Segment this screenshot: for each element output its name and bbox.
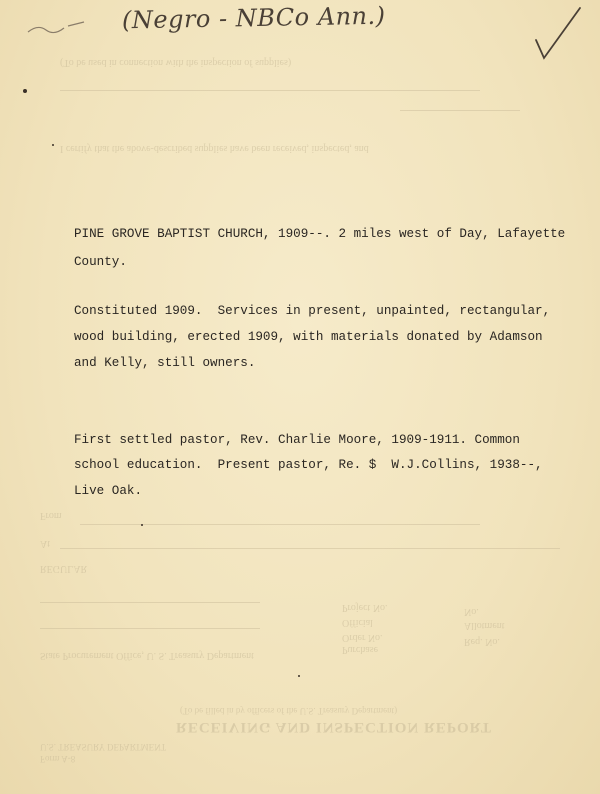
show-through-label: Order No. (342, 632, 383, 643)
show-through-rule (40, 628, 260, 629)
pencil-scribble-mark (24, 14, 94, 44)
entry-title-line: PINE GROVE BAPTIST CHURCH, 1909--. 2 miles west of Day, Lafayette (74, 227, 566, 241)
show-through-rule (400, 110, 520, 111)
entry-body-line: wood building, erected 1909, with materials donated by Adamson (74, 330, 543, 344)
show-through-text: (To be used in connection with the inspection of supplies) (60, 57, 292, 68)
show-through-rule (40, 602, 260, 603)
ink-speck (141, 524, 143, 526)
ink-speck (23, 89, 27, 93)
entry-body-line: Constituted 1909. Services in present, unpainted, rectangular, (74, 304, 551, 318)
show-through-label: No. (464, 606, 479, 617)
show-through-label: Official (342, 617, 373, 628)
show-through-label: Allotment (464, 620, 505, 631)
ink-speck (298, 675, 300, 677)
show-through-heading: RECEIVING AND INSPECTION REPORT (176, 719, 492, 735)
show-through-label: From (40, 510, 62, 521)
ink-speck (52, 144, 54, 146)
show-through-text: Form A-8 (40, 754, 76, 764)
show-through-label: REGULAR (40, 563, 88, 574)
show-through-rule (60, 90, 480, 91)
checkmark-icon (530, 6, 584, 62)
show-through-text: U.S. TREASURY DEPARTMENT (40, 742, 167, 752)
show-through-text: I certify that the above-described supplies have been received, inspected, and (60, 143, 369, 154)
show-through-rule (60, 548, 560, 549)
entry-body-line: Live Oak. (74, 484, 143, 498)
entry-body-line: First settled pastor, Rev. Charlie Moore, 1909-1911. Common (74, 433, 520, 447)
show-through-label: Req. No. (464, 636, 500, 647)
show-through-text: (To be filled in by officers of the U.S. Treasury Department) (180, 706, 398, 716)
entry-body-line: and Kelly, still owners. (74, 356, 256, 370)
show-through-label: At (40, 538, 50, 549)
show-through-text: State Procurement Office, U. S. Treasury Department (40, 650, 254, 661)
handwritten-note: (Negro - NBCo Ann.) (121, 1, 386, 35)
show-through-label: Purchase (342, 644, 379, 655)
entry-title-line: County. (74, 255, 127, 269)
show-through-label: Project No. (342, 602, 388, 613)
show-through-rule (80, 524, 480, 525)
entry-body-line: school education. Present pastor, Re. $ W.J.Collins, 1938--, (74, 458, 543, 472)
